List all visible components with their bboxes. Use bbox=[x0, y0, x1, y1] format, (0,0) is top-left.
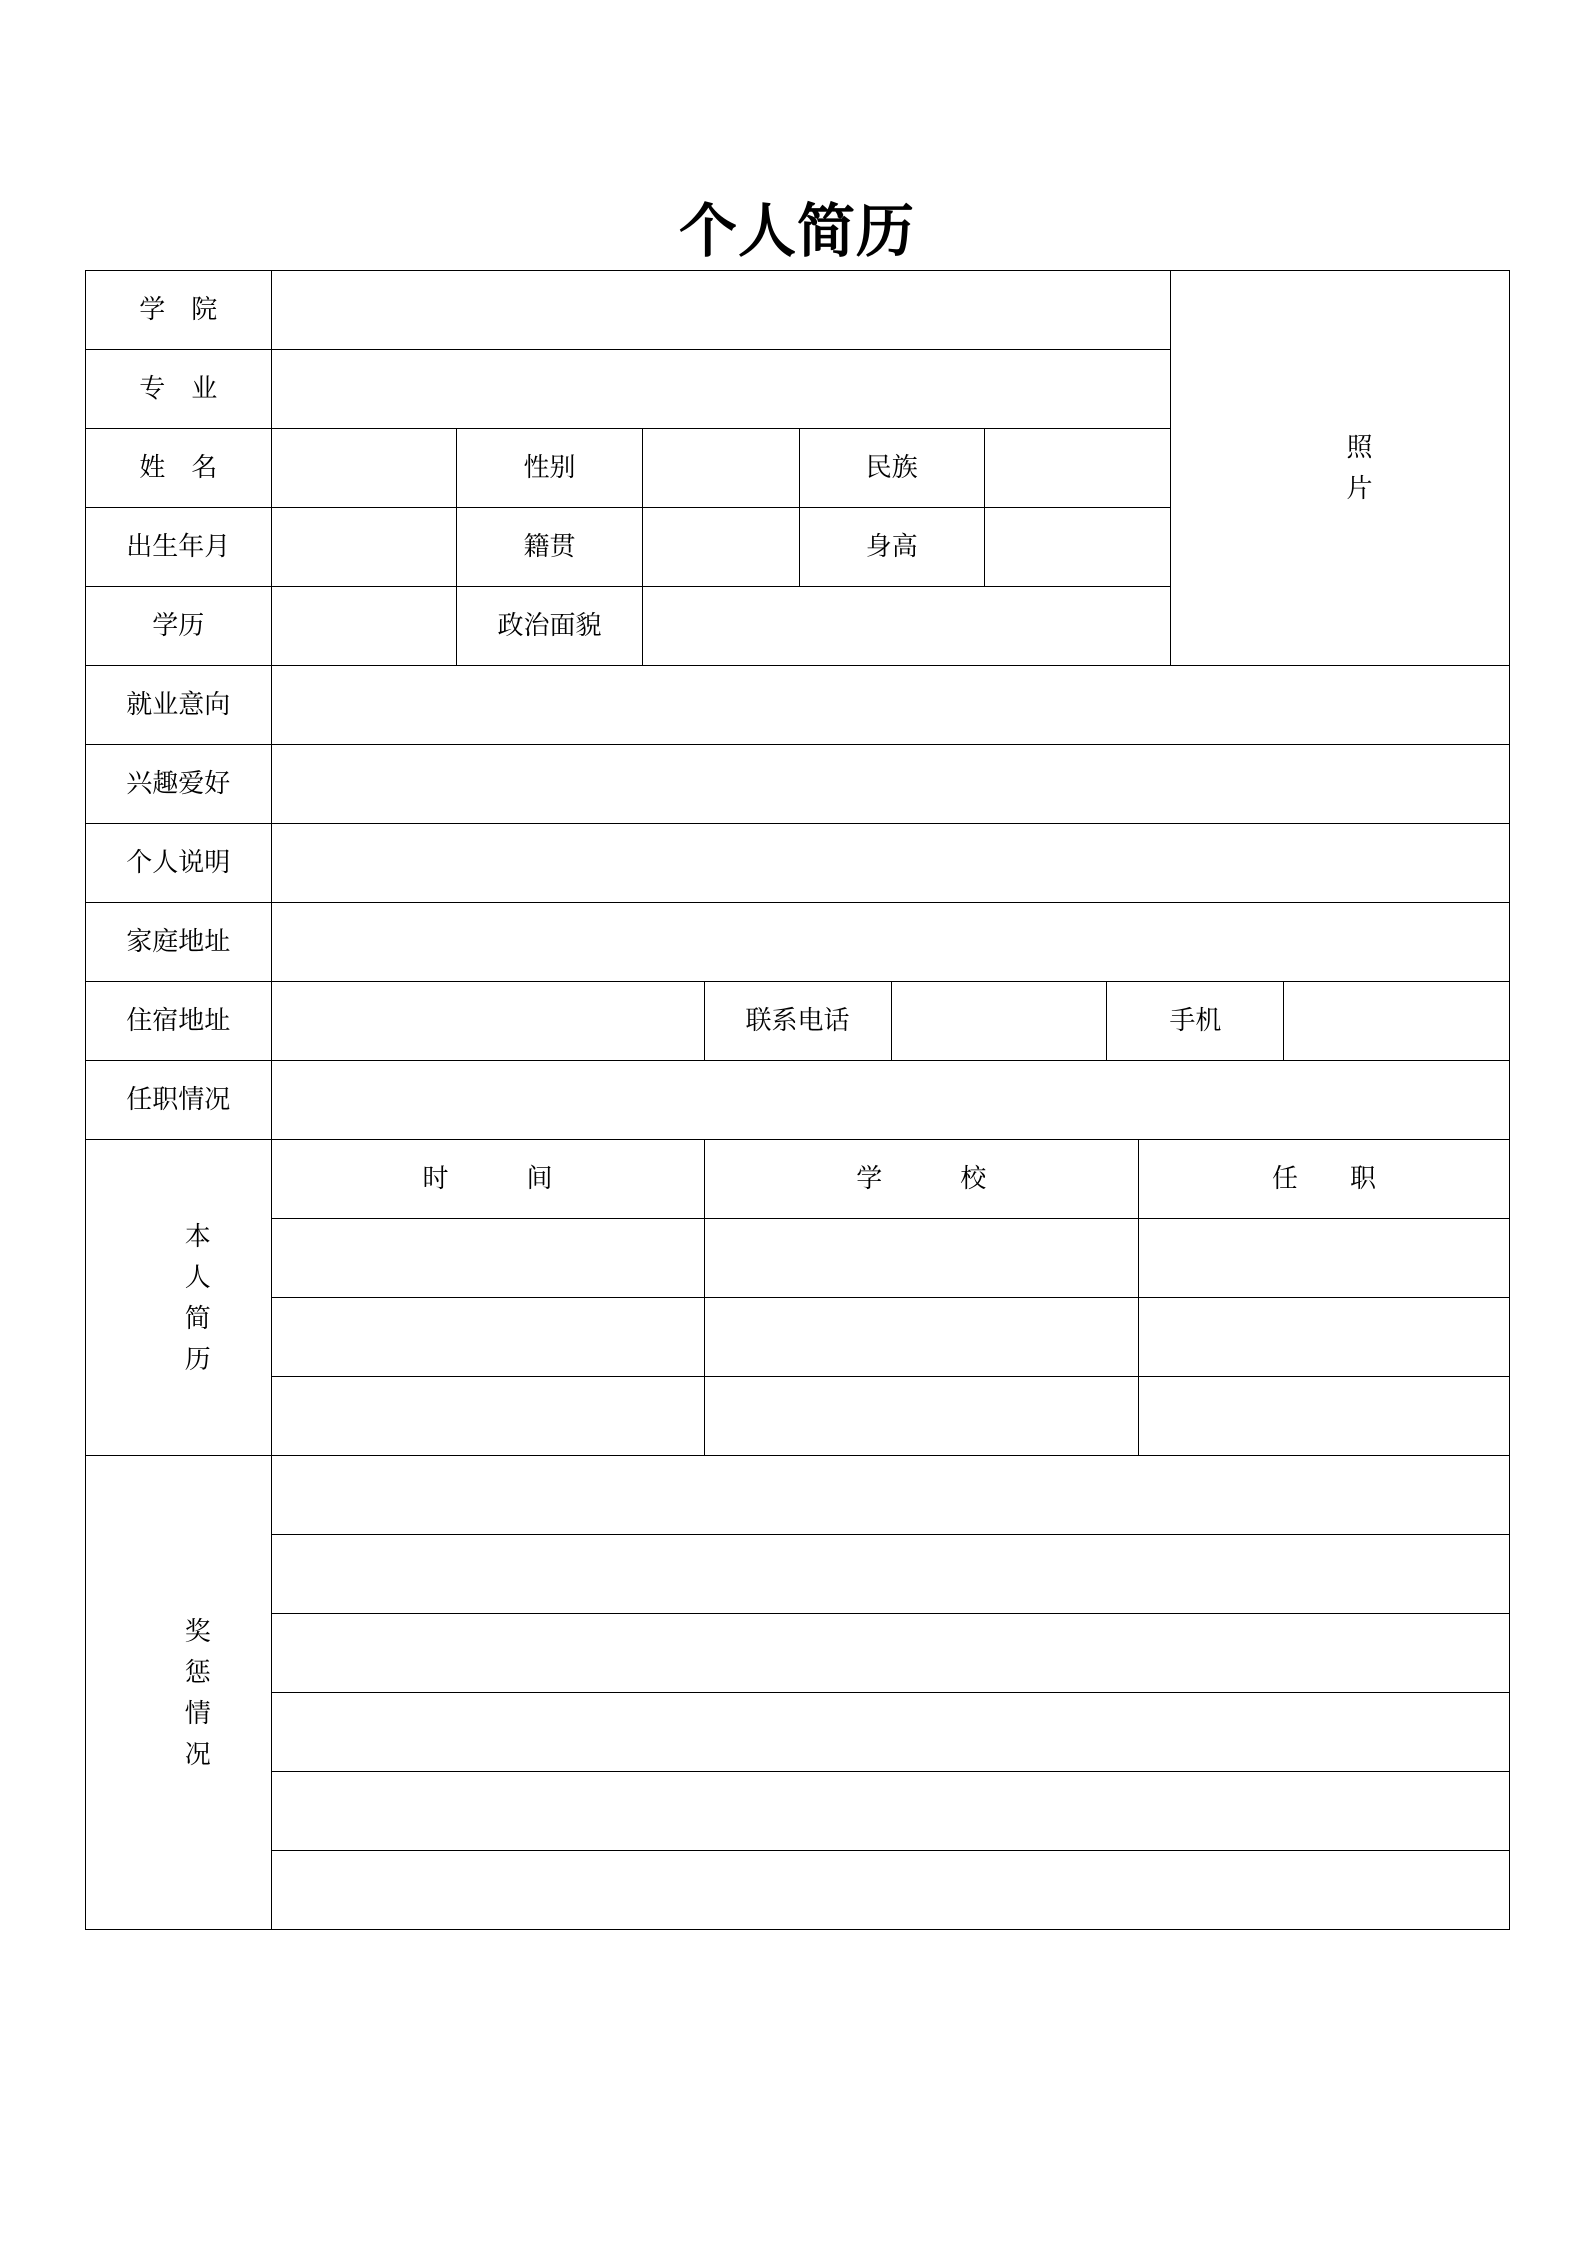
education-label: 学历 bbox=[86, 587, 272, 666]
positions-label: 任职情况 bbox=[86, 1061, 272, 1140]
row-college bbox=[86, 271, 1510, 350]
row-hobbies bbox=[86, 745, 1510, 824]
awards-field[interactable] bbox=[271, 1772, 1509, 1851]
resume-history-section bbox=[86, 1140, 272, 1456]
native-place-field[interactable] bbox=[643, 508, 800, 587]
resume-school-field[interactable] bbox=[704, 1298, 1138, 1377]
table-row bbox=[86, 1298, 1510, 1377]
mobile-label: 手机 bbox=[1107, 982, 1284, 1061]
table-row bbox=[86, 1851, 1510, 1930]
row-career-intent bbox=[86, 666, 1510, 745]
gender-field[interactable] bbox=[643, 429, 800, 508]
awards-field[interactable] bbox=[271, 1535, 1509, 1614]
table-row bbox=[86, 1535, 1510, 1614]
home-address-field[interactable] bbox=[271, 903, 1509, 982]
row-dorm-address bbox=[86, 982, 1510, 1061]
birth-field[interactable] bbox=[271, 508, 457, 587]
resume-history-header-row bbox=[86, 1140, 1510, 1219]
college-field[interactable] bbox=[271, 271, 1170, 350]
ethnicity-label: 民族 bbox=[799, 429, 984, 508]
mobile-field[interactable] bbox=[1284, 982, 1510, 1061]
birth-label: 出生年月 bbox=[86, 508, 272, 587]
column-header-school: 学 校 bbox=[704, 1140, 1138, 1219]
column-header-position: 任 职 bbox=[1138, 1140, 1509, 1219]
home-address-label: 家庭地址 bbox=[86, 903, 272, 982]
resume-position-field[interactable] bbox=[1138, 1219, 1509, 1298]
awards-field[interactable] bbox=[271, 1851, 1509, 1930]
resume-history-label: 本人简历 bbox=[184, 1221, 211, 1374]
photo-label: 照片 bbox=[1346, 433, 1373, 503]
awards-field[interactable] bbox=[271, 1614, 1509, 1693]
table-row bbox=[86, 1456, 1510, 1535]
height-label: 身高 bbox=[799, 508, 984, 587]
table-row bbox=[86, 1614, 1510, 1693]
resume-school-field[interactable] bbox=[704, 1377, 1138, 1456]
positions-field[interactable] bbox=[271, 1061, 1509, 1140]
native-place-label: 籍贯 bbox=[457, 508, 643, 587]
dorm-address-field[interactable] bbox=[271, 982, 704, 1061]
phone-field[interactable] bbox=[891, 982, 1107, 1061]
photo-cell[interactable] bbox=[1170, 271, 1509, 666]
resume-position-field[interactable] bbox=[1138, 1298, 1509, 1377]
phone-label: 联系电话 bbox=[704, 982, 891, 1061]
awards-section bbox=[86, 1456, 272, 1930]
row-positions bbox=[86, 1061, 1510, 1140]
dorm-address-label: 住宿地址 bbox=[86, 982, 272, 1061]
hobbies-label: 兴趣爱好 bbox=[86, 745, 272, 824]
resume-time-field[interactable] bbox=[271, 1298, 704, 1377]
row-personal-statement bbox=[86, 824, 1510, 903]
table-row bbox=[86, 1772, 1510, 1851]
political-label: 政治面貌 bbox=[457, 587, 643, 666]
name-field[interactable] bbox=[271, 429, 457, 508]
gender-label: 性别 bbox=[457, 429, 643, 508]
table-row bbox=[86, 1219, 1510, 1298]
hobbies-field[interactable] bbox=[271, 745, 1509, 824]
major-field[interactable] bbox=[271, 350, 1170, 429]
height-field[interactable] bbox=[984, 508, 1170, 587]
table-row bbox=[86, 1693, 1510, 1772]
awards-label: 奖惩情况 bbox=[184, 1616, 211, 1769]
awards-field[interactable] bbox=[271, 1693, 1509, 1772]
education-field[interactable] bbox=[271, 587, 457, 666]
major-label: 专 业 bbox=[86, 350, 272, 429]
resume-time-field[interactable] bbox=[271, 1219, 704, 1298]
row-home-address bbox=[86, 903, 1510, 982]
resume-school-field[interactable] bbox=[704, 1219, 1138, 1298]
name-label: 姓 名 bbox=[86, 429, 272, 508]
political-field[interactable] bbox=[643, 587, 1171, 666]
resume-form-table bbox=[85, 270, 1510, 1930]
page-title: 个人简历 bbox=[678, 199, 915, 264]
career-intent-field[interactable] bbox=[271, 666, 1509, 745]
awards-field[interactable] bbox=[271, 1456, 1509, 1535]
resume-position-field[interactable] bbox=[1138, 1377, 1509, 1456]
college-label: 学 院 bbox=[86, 271, 272, 350]
career-intent-label: 就业意向 bbox=[86, 666, 272, 745]
resume-time-field[interactable] bbox=[271, 1377, 704, 1456]
column-header-time: 时 间 bbox=[271, 1140, 704, 1219]
table-row bbox=[86, 1377, 1510, 1456]
ethnicity-field[interactable] bbox=[984, 429, 1170, 508]
personal-statement-field[interactable] bbox=[271, 824, 1509, 903]
personal-statement-label: 个人说明 bbox=[86, 824, 272, 903]
